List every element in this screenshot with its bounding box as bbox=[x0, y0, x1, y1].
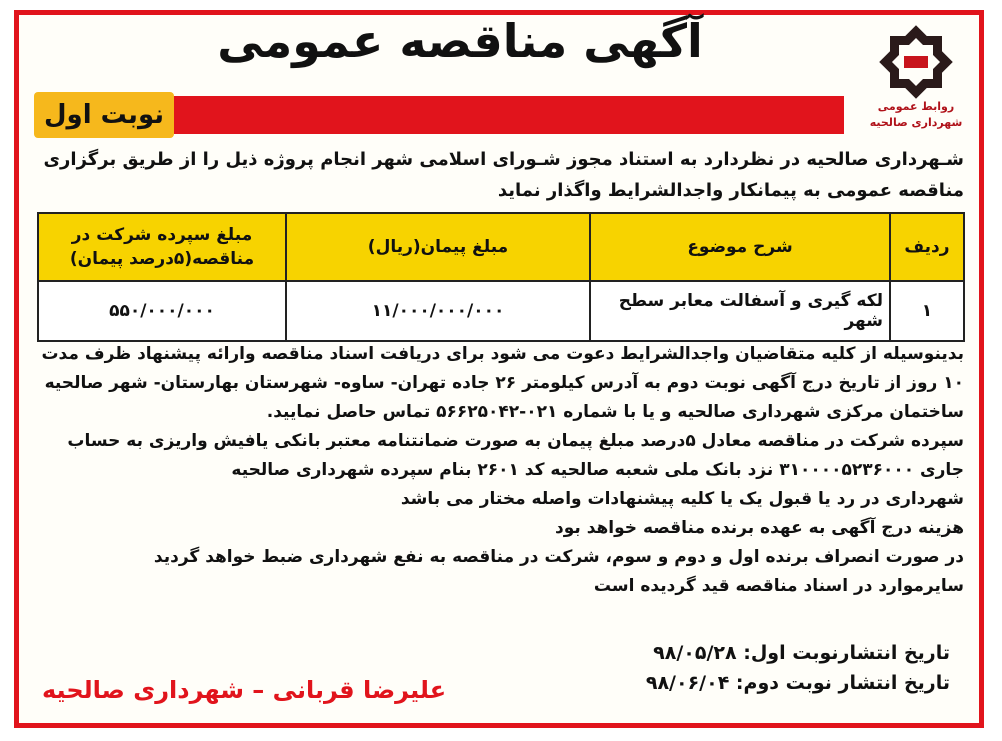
table-header-row bbox=[38, 213, 964, 281]
cell-row-number: ۱ bbox=[890, 281, 964, 341]
tender-table bbox=[37, 212, 965, 342]
cell-deposit-amount: ۵۵۰/۰۰۰/۰۰۰ bbox=[38, 281, 286, 341]
cell-subject: لکه گیری و آسفالت معابر سطح شهر bbox=[590, 281, 890, 341]
round-label: نوبت اول bbox=[34, 92, 174, 138]
header-row-number: ردیف bbox=[890, 213, 964, 281]
publication-dates bbox=[530, 638, 950, 698]
cell-contract-amount: ۱۱/۰۰۰/۰۰۰/۰۰۰ bbox=[286, 281, 590, 341]
signature: علیرضا قربانی – شهرداری صالحیه bbox=[42, 676, 447, 704]
logo-caption-line1: روابط عمومی bbox=[877, 100, 955, 113]
paragraph-invitation: بدینوسیله از کلیه متقاضیان واجدالشرایط دعوت می شود برای دریافت اسناد مناقصه وارائه پیشنهاد ظرف مدت ۱۰ روز از تاریخ درج آگهی نوبت دوم به آدرس کیلومتر ۲۶ جاده تهران- ساوه- شهرستان بهارستان- شهر صالحیه ساختمان مرکزی شهرداری صالحیه و یا با شماره ۰۲۱-۵۶۶۲۵۰۴۲ تماس حاصل نمایید. bbox=[41, 344, 964, 422]
intro-paragraph: شـهرداری صالحیه در نظردارد به استناد مجوز شـورای اسلامی شهر انجام پروژه ذیل را از طریق برگزاری مناقصه عمومی به پیمانکار واجدالشرایط واگذار نماید bbox=[43, 149, 964, 201]
paragraph-other: سایرموارد در اسناد مناقصه قید گردیده است bbox=[593, 576, 964, 596]
second-publication-date: تاریخ انتشار نوبت دوم: ۹۸/۰۶/۰۴ bbox=[645, 672, 950, 694]
table-row bbox=[38, 281, 964, 341]
municipality-emblem-icon bbox=[864, 24, 968, 100]
first-publication-date: تاریخ انتشارنوبت اول: ۹۸/۰۵/۲۸ bbox=[653, 642, 950, 664]
header-contract-amount: مبلغ پیمان(ریال) bbox=[286, 213, 590, 281]
paragraph-deposit: سپرده شرکت در مناقصه معادل ۵درصد مبلغ پیمان به صورت ضمانتنامه معتبر بانکی یافیش واریزی به حساب جاری ۳۱۰۰۰۰۵۲۳۶۰۰۰ نزد بانک ملی شعبه صالحیه کد ۲۶۰۱ بنام سپرده شهرداری صالحیه bbox=[67, 431, 964, 480]
paragraph-ad-cost: هزینه درج آگهی به عهده برنده مناقصه خواهد بود bbox=[555, 518, 964, 538]
notice-title: آگهی مناقصه عمومی bbox=[217, 14, 703, 68]
notice-body bbox=[34, 340, 964, 601]
paragraph-forfeit: در صورت انصراف برنده اول و دوم و سوم، شرکت در مناقصه به نفع شهرداری ضبط خواهد گردید bbox=[153, 547, 964, 567]
header-deposit-amount: مبلغ سپرده شرکت در مناقصه(۵درصد پیمان) bbox=[38, 213, 286, 281]
logo-caption-line2: شهرداری صالحیه bbox=[869, 116, 963, 129]
municipality-logo bbox=[864, 24, 968, 142]
paragraph-rights: شهرداری در رد یا قبول یک یا کلیه پیشنهادات واصله مختار می باشد bbox=[400, 489, 964, 509]
header-subject: شرح موضوع bbox=[590, 213, 890, 281]
